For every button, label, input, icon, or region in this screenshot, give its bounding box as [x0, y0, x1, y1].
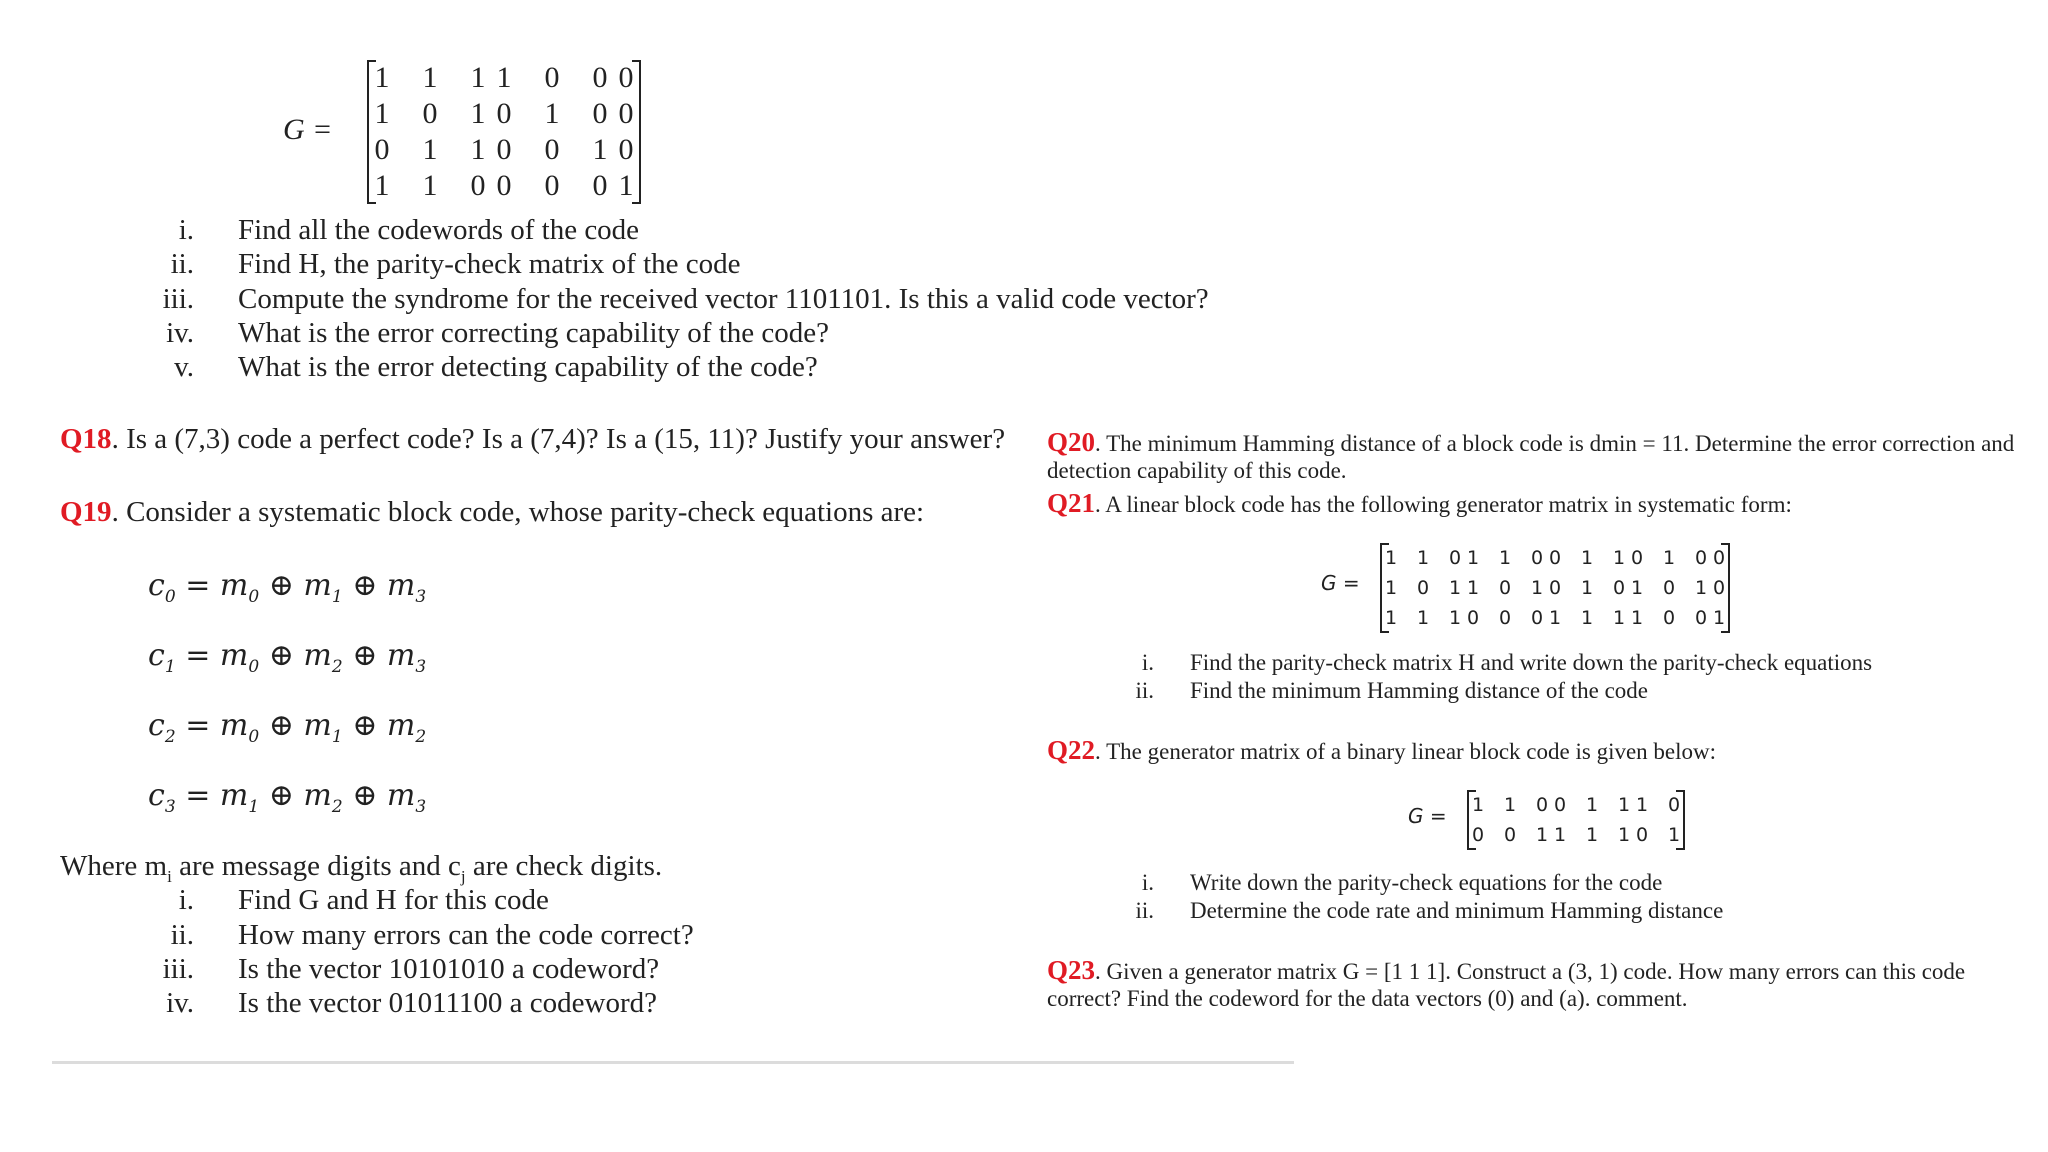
list-item: Find the parity-check matrix H and write down the parity-check equations: [1190, 650, 1873, 675]
list-item: Write down the parity-check equations for the code: [1190, 870, 1663, 895]
question-number: Q21: [1047, 488, 1096, 518]
matrix-g-label: G =: [1321, 571, 1360, 595]
matrix-g-label: G =: [283, 113, 333, 146]
parity-equation: $c_2 = m_0$ ⊕ $m_1$ ⊕ $m_2$: [148, 708, 427, 747]
list-item: How many errors can the code correct?: [238, 919, 694, 951]
list-item: Find H, the parity-check matrix of the code: [238, 248, 741, 280]
generator-matrix-binary: [1467, 790, 1685, 850]
list-item: Find G and H for this code: [238, 884, 549, 916]
question-number: Q19: [60, 496, 112, 528]
question-text: . Consider a systematic block code, whose parity-check equations are:: [111, 496, 925, 528]
question-number: Q22: [1047, 735, 1096, 765]
question-text: . Is a (7,3) code a perfect code? Is a (7,4)? Is a (15, 11)? Justify your answer?: [111, 423, 1006, 455]
list-number: ii.: [1135, 678, 1154, 703]
matrix-row: 1 1 1 1 0 0 0: [374, 61, 634, 94]
list-number: i.: [1141, 650, 1154, 675]
question-text: . Given a generator matrix G = [1 1 1]. Construct a (3, 1) code. How many errors can this code: [1095, 959, 1966, 984]
list-item: What is the error detecting capability of the code?: [238, 351, 818, 383]
parity-equation: $c_3 = m_1$ ⊕ $m_2$ ⊕ $m_3$: [148, 778, 427, 817]
matrix-row: 1 0 1 0 1 0 0: [374, 97, 634, 130]
list-number: i.: [1141, 870, 1154, 895]
question-q20-cont: detection capability of this code.: [1047, 458, 1347, 483]
list-number: iv.: [166, 987, 194, 1019]
list-number: iii.: [162, 283, 194, 315]
where-note: Where $m_i$ are message digits and $c_j$ are check digits.: [60, 850, 663, 886]
list-number: ii.: [1135, 898, 1154, 923]
parity-equation: $c_0 = m_0$ ⊕ $m_1$ ⊕ $m_3$: [148, 568, 427, 607]
list-item: Find the minimum Hamming distance of the code: [1190, 678, 1649, 703]
list-number: ii.: [170, 919, 194, 951]
question-number: Q20: [1047, 427, 1096, 457]
question-text: . The minimum Hamming distance of a block code is dmin = 11. Determine the error correction and: [1095, 431, 2015, 456]
matrix-row: 1 0 1 1 0 1 0 1 0 1 0 1 0: [1384, 577, 1726, 599]
list-number: ii.: [170, 248, 194, 280]
matrix-row: 1 1 0 0 0 0 1: [374, 169, 634, 202]
matrix-row: 1 1 0 1 1 0 0 1 1 0 1 0 0: [1384, 547, 1726, 569]
matrix-row: 1 1 0 0 1 1 1 0: [1471, 794, 1681, 816]
list-number: i.: [178, 884, 194, 916]
question-q21: [1047, 488, 1792, 519]
question-q18: [60, 423, 1005, 456]
generator-matrix: [367, 60, 641, 204]
question-text: . The generator matrix of a binary linear block code is given below:: [1095, 739, 1717, 764]
list-item: What is the error correcting capability of the code?: [238, 317, 830, 349]
question-q23-cont: correct? Find the codeword for the data vectors (0) and (a). comment.: [1047, 986, 1688, 1011]
matrix-row: 1 1 1 0 0 0 1 1 1 1 0 0 1: [1384, 607, 1726, 629]
matrix-row: 0 0 1 1 1 1 0 1: [1471, 824, 1681, 846]
list-number: i.: [178, 214, 194, 246]
horizontal-divider: [52, 1061, 1294, 1064]
question-q22: [1047, 735, 1716, 766]
question-q19: [60, 496, 924, 529]
list-item: Is the vector 10101010 a codeword?: [238, 953, 660, 985]
matrix-g-label: G =: [1408, 804, 1447, 828]
matrix-row: 0 1 1 0 0 1 0: [374, 133, 634, 166]
parity-equation: $c_1 = m_0$ ⊕ $m_2$ ⊕ $m_3$: [148, 638, 427, 677]
question-q23: [1047, 955, 1965, 986]
list-number: iii.: [162, 953, 194, 985]
list-item: Compute the syndrome for the received vector 1101101. Is this a valid code vector?: [238, 283, 1209, 315]
list-item: Find all the codewords of the code: [238, 214, 640, 246]
list-item: Determine the code rate and minimum Hamming distance: [1190, 898, 1724, 923]
question-number: Q23: [1047, 955, 1096, 985]
list-item: Is the vector 01011100 a codeword?: [238, 987, 658, 1019]
generator-matrix-systematic: [1380, 543, 1730, 633]
question-text: . A linear block code has the following generator matrix in systematic form:: [1095, 492, 1792, 517]
question-q20: [1047, 427, 2014, 458]
list-number: v.: [174, 351, 194, 383]
question-number: Q18: [60, 423, 112, 455]
list-number: iv.: [166, 317, 194, 349]
